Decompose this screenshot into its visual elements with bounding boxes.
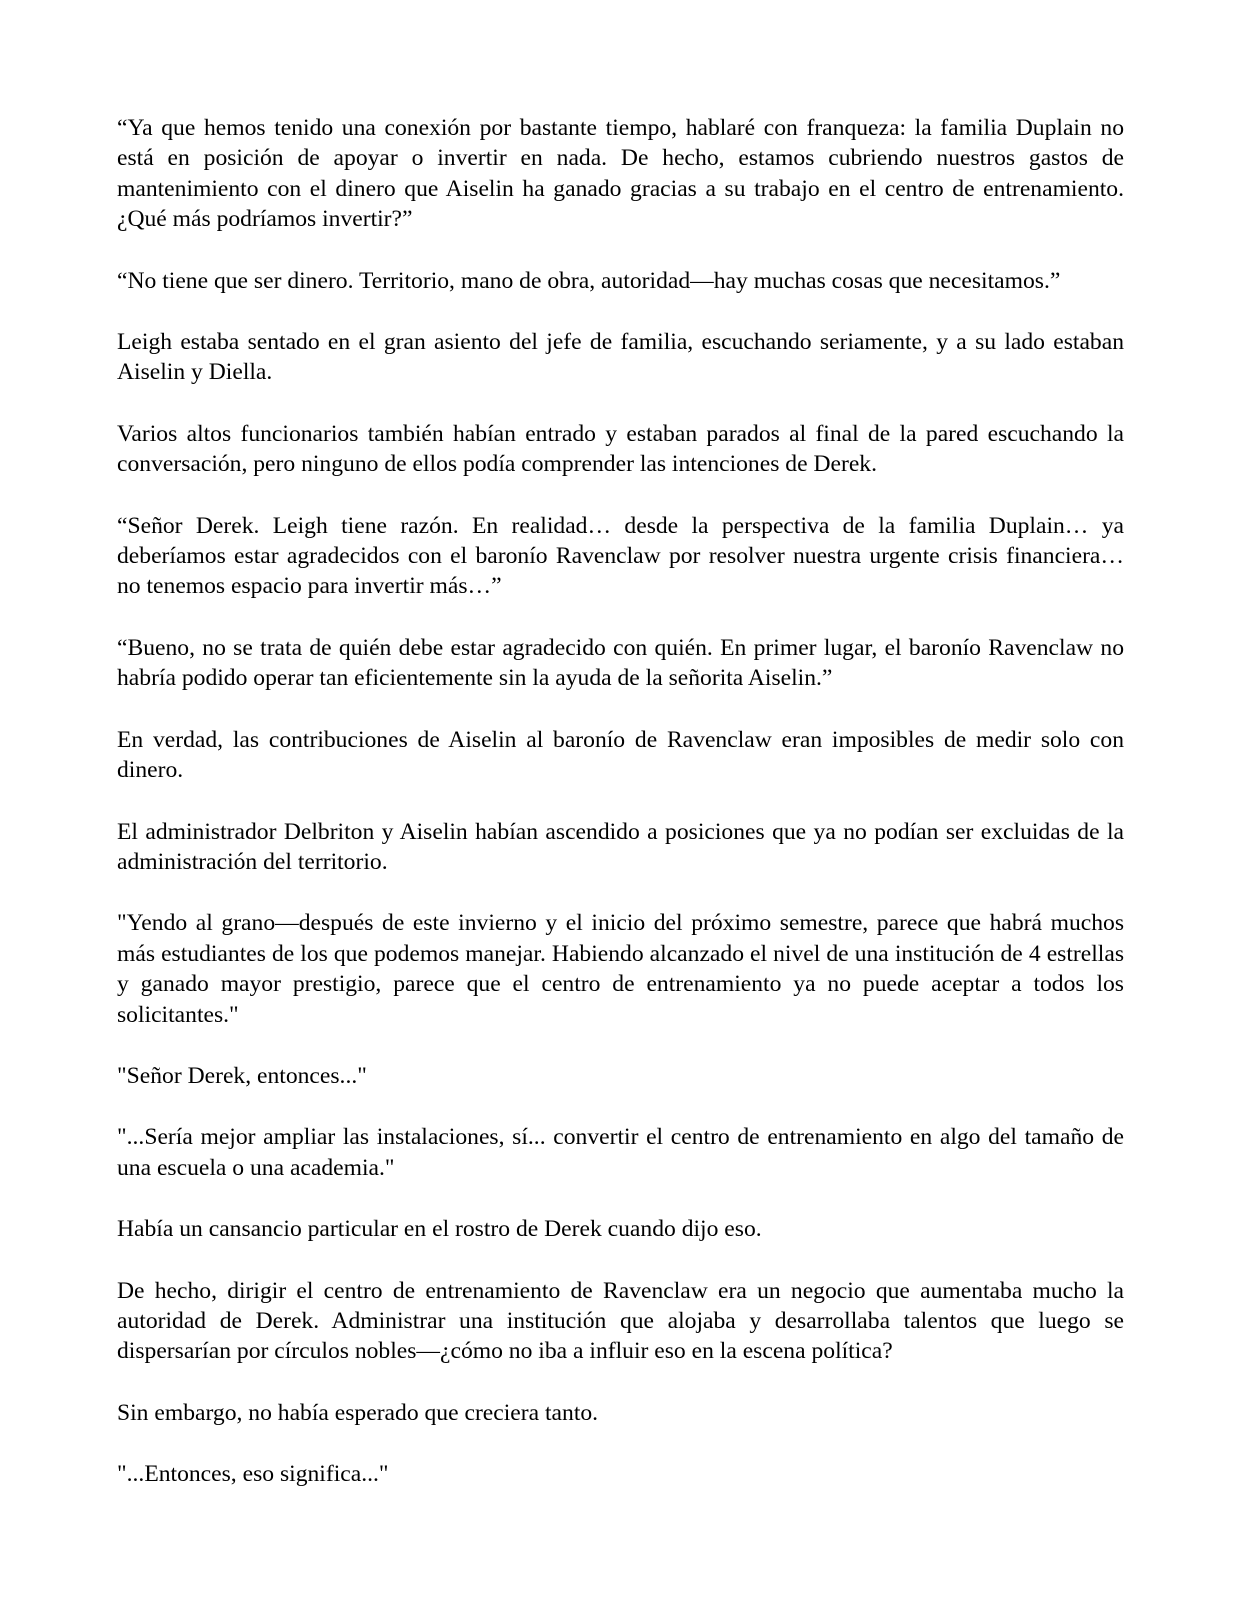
paragraph: "Señor Derek, entonces..." [117, 1062, 367, 1089]
paragraph: "...Sería mejor ampliar las instalaciones, sí... convertir el centro de entrenamiento en algo del tamaño de una escuela o una academia." [117, 1124, 1124, 1181]
paragraph: “Ya que hemos tenido una conexión por bastante tiempo, hablaré con franqueza: la familia Duplain no está en posición de apoyar o invertir en nada. De hecho, estamos cubriendo nuestros gastos de mantenimiento con el dinero que Aiselin ha ganado gracias a su trabajo en el centro de entrenamiento. ¿Qué más podríamos invertir?” [117, 115, 1124, 233]
paragraph: “Señor Derek. Leigh tiene razón. En realidad… desde la perspectiva de la familia Duplain… ya deberíamos estar agradecidos con el baronío Ravenclaw por resolver nuestra urgente crisis financiera… no tenemos espacio para invertir más…” [117, 512, 1124, 600]
paragraph: Leigh estaba sentado en el gran asiento del jefe de familia, escuchando seriamente, y a su lado estaban Aiselin y Diella. [117, 329, 1124, 386]
paragraph: El administrador Delbriton y Aiselin habían ascendido a posiciones que ya no podían ser excluidas de la administración del territorio. [117, 818, 1124, 875]
paragraph: Sin embargo, no había esperado que creciera tanto. [117, 1399, 599, 1426]
paragraph: Varios altos funcionarios también habían entrado y estaban parados al final de la pared escuchando la conversación, pero ninguno de ellos podía comprender las intenciones de Derek. [117, 420, 1124, 478]
paragraph: "...Entonces, eso significa..." [117, 1461, 389, 1488]
paragraph: En verdad, las contribuciones de Aiselin al baronío de Ravenclaw eran imposibles de medir solo con dinero. [117, 726, 1124, 784]
paragraph: “Bueno, no se trata de quién debe estar agradecido con quién. En primer lugar, el baronío Ravenclaw no habría podido operar tan eficientemente sin la ayuda de la señorita Aiselin.” [117, 634, 1124, 692]
document-body [117, 113, 1124, 1521]
paragraph: “No tiene que ser dinero. Territorio, mano de obra, autoridad—hay muchas cosas que necesitamos.” [117, 267, 1061, 294]
paragraph: De hecho, dirigir el centro de entrenamiento de Ravenclaw era un negocio que aumentaba mucho la autoridad de Derek. Administrar una institución que alojaba y desarrollaba talentos que luego se dispersarían por círculos nobles—¿cómo no iba a influir eso en la escena política? [117, 1277, 1124, 1365]
paragraph: "Yendo al grano—después de este invierno y el inicio del próximo semestre, parece que habrá muchos más estudiantes de los que podemos manejar. Habiendo alcanzado el nivel de una institución de 4 estrellas y ganado mayor prestigio, parece que el centro de entrenamiento ya no puede aceptar a todos los solicitantes." [117, 910, 1124, 1028]
paragraph: Había un cansancio particular en el rostro de Derek cuando dijo eso. [117, 1216, 762, 1243]
